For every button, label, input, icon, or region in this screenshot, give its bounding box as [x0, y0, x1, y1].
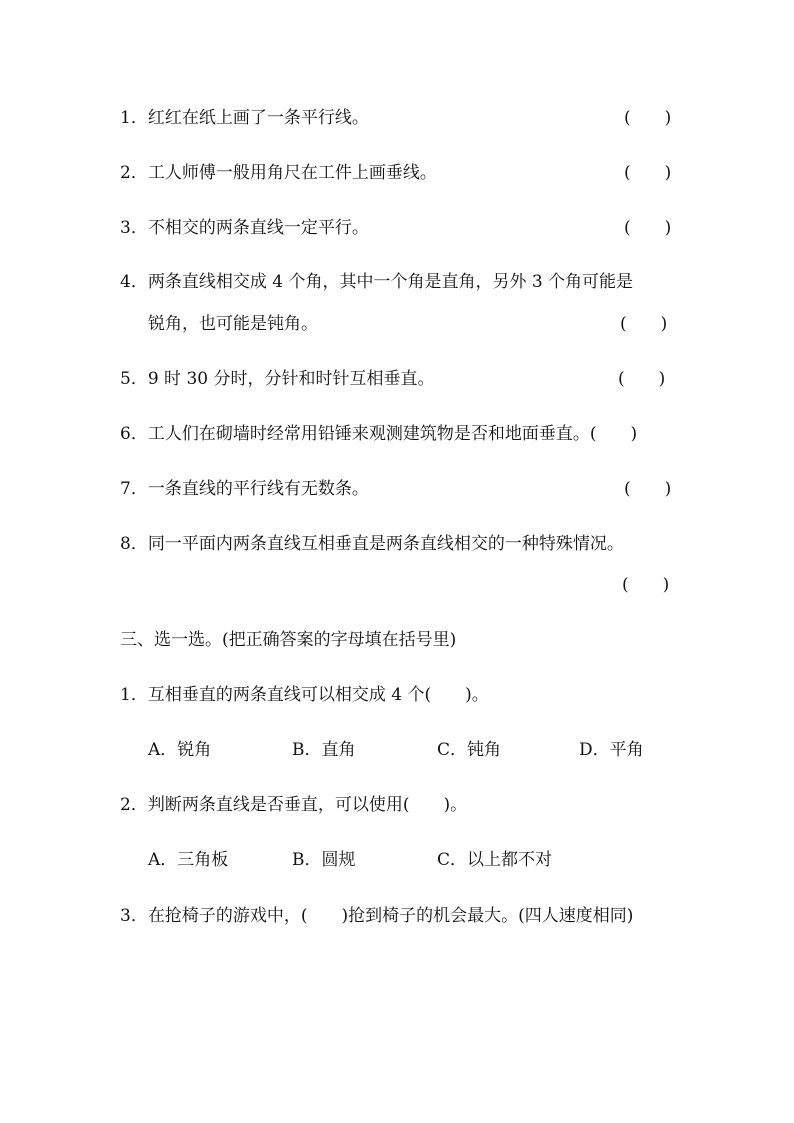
choice-q2-option-b[interactable]: B．圆规 — [292, 850, 356, 870]
judge-q4-line2: 锐角，也可能是钝角。 — [148, 314, 318, 334]
section3-title: 三、选一选。(把正确答案的字母填在括号里) — [120, 630, 457, 650]
choice-q1-option-c[interactable]: C．钝角 — [437, 740, 502, 760]
choice-q3-stem: 3．在抢椅子的游戏中，( )抢到椅子的机会最大。(四人速度相同) — [120, 906, 634, 926]
judge-q7-answer-blank[interactable]: ( ) — [624, 479, 672, 499]
choice-q2-option-a[interactable]: A．三角板 — [148, 850, 229, 870]
choice-q1-option-a[interactable]: A．锐角 — [148, 740, 212, 760]
choice-q1-option-d[interactable]: D．平角 — [579, 740, 644, 760]
judge-q2-answer-blank[interactable]: ( ) — [624, 163, 672, 183]
judge-q5-answer-blank[interactable]: ( ) — [618, 369, 666, 389]
judge-q3: 3．不相交的两条直线一定平行。 — [120, 218, 369, 238]
choice-q2-stem: 2．判断两条直线是否垂直，可以使用( )。 — [120, 795, 468, 815]
judge-q4-line1: 4．两条直线相交成 4 个角，其中一个角是直角，另外 3 个角可能是 — [120, 272, 634, 292]
judge-q5: 5．9 时 30 分时，分针和时针互相垂直。 — [120, 369, 435, 389]
judge-q8: 8．同一平面内两条直线互相垂直是两条直线相交的一种特殊情况。 — [120, 534, 624, 554]
judge-q1: 1．红红在纸上画了一条平行线。 — [120, 108, 369, 128]
judge-q2: 2．工人师傅一般用角尺在工件上画垂线。 — [120, 163, 437, 183]
choice-q1-option-b[interactable]: B．直角 — [292, 740, 356, 760]
judge-q7: 7．一条直线的平行线有无数条。 — [120, 479, 369, 499]
judge-q1-answer-blank[interactable]: ( ) — [624, 108, 672, 128]
judge-q3-answer-blank[interactable]: ( ) — [624, 218, 672, 238]
judge-q4-answer-blank[interactable]: ( ) — [620, 314, 668, 334]
judge-q6: 6．工人们在砌墙时经常用铅锤来观测建筑物是否和地面垂直。( ) — [120, 424, 638, 444]
judge-q8-answer-blank[interactable]: ( ) — [622, 575, 670, 595]
choice-q1-stem: 1．互相垂直的两条直线可以相交成 4 个( )。 — [120, 685, 489, 705]
choice-q2-option-c[interactable]: C．以上都不对 — [437, 850, 553, 870]
